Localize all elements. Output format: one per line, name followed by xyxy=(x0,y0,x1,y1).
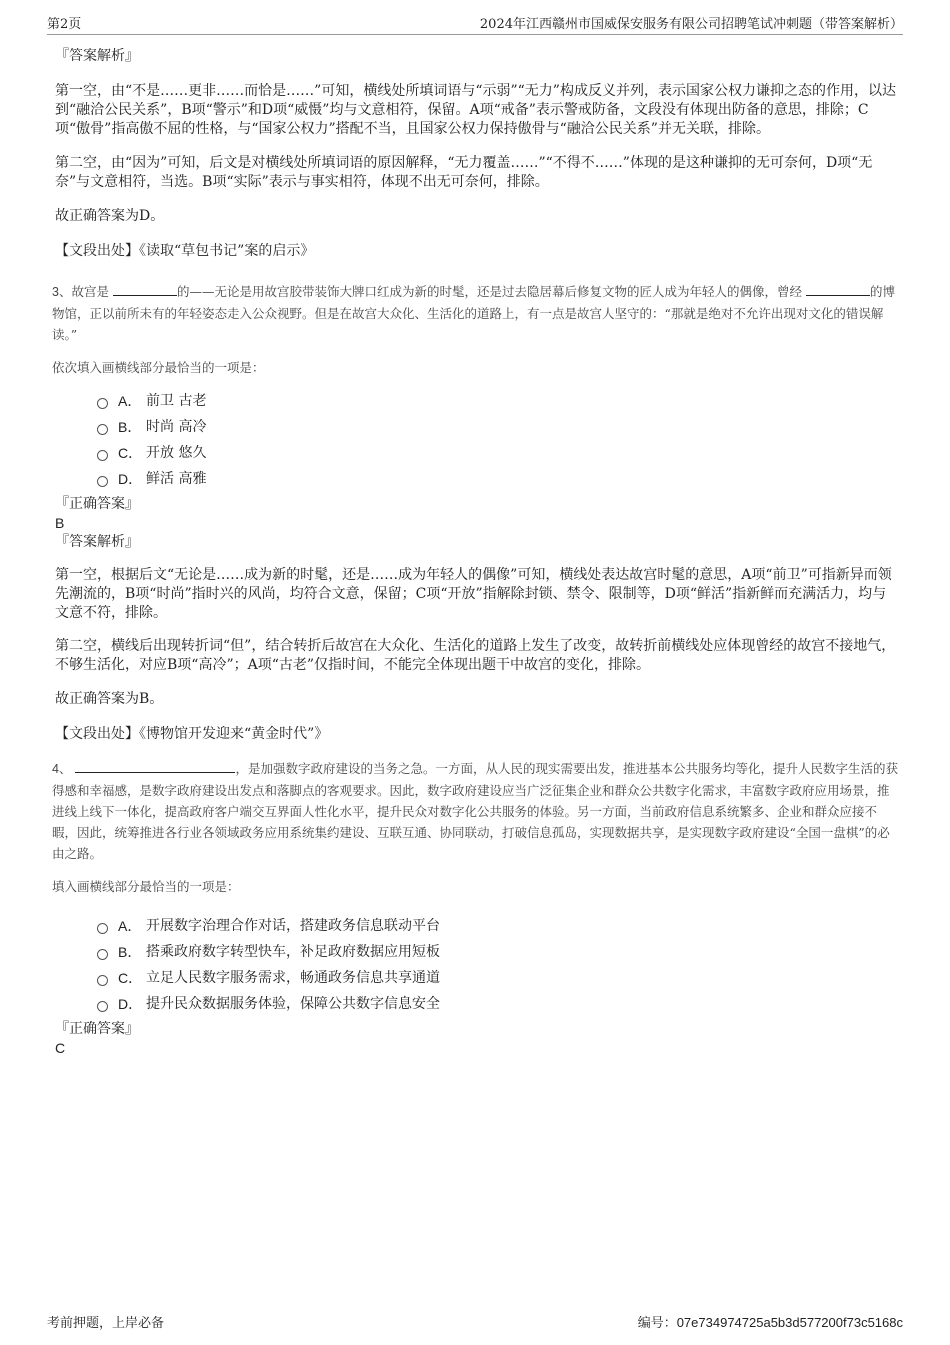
q4-answer: C xyxy=(55,1040,66,1056)
document-title: 2024年江西赣州市国威保安服务有限公司招聘笔试冲刺题（带答案解析） xyxy=(479,17,903,32)
radio-button[interactable] xyxy=(97,450,108,461)
q3-option-a[interactable]: A． 前卫 古老 xyxy=(97,388,898,414)
q3-analysis-para2: 第二空，横线后出现转折词“但”，结合转折后故宫在大众化、生活化的道路上发生了改变，故转折前横线处应体现曾经的故宫不接地气，不够生活化，对应B项“高冷”；A项“古老”仅指时间，不能完全体现出题干中故宫的变化，排除。 xyxy=(55,638,896,673)
q4-option-c[interactable]: C． 立足人民数字服务需求，畅通政务信息共享通道 xyxy=(97,965,898,991)
page-content xyxy=(52,44,898,1057)
q3-option-c[interactable]: C． 开放 悠久 xyxy=(97,440,898,466)
radio-button[interactable] xyxy=(97,975,108,986)
q3-analysis-label: 『答案解析』 xyxy=(55,534,139,550)
radio-button[interactable] xyxy=(97,1001,108,1012)
q3-option-b[interactable]: B． 时尚 高冷 xyxy=(97,414,898,440)
fill-blank-1 xyxy=(113,283,177,296)
q2-analysis-para2: 第二空，由“因为”可知，后文是对横线处所填词语的原因解释，“无力覆盖……”“不得不……”体现的是这种谦抑的无可奈何，D项“无奈”与文意相符，当选。B项“实际”表示与事实相符，体现不出无可奈何，排除。 xyxy=(55,155,873,190)
q4-option-b[interactable]: B． 搭乘政府数字转型快车，补足政府数据应用短板 xyxy=(97,939,898,965)
q4-answer-label: 『正确答案』 xyxy=(55,1021,139,1037)
q3-source: 【文段出处】《博物馆开发迎来“黄金时代”》 xyxy=(55,726,329,742)
q3-answer: B xyxy=(55,515,65,531)
q2-conclusion: 故正确答案为D。 xyxy=(55,208,165,224)
fill-blank-2 xyxy=(806,283,870,296)
page-header xyxy=(47,12,903,35)
q4-options xyxy=(97,913,898,1017)
page-footer xyxy=(47,1312,903,1331)
page-number: 第2页 xyxy=(47,17,82,32)
q2-analysis-label: 『答案解析』 xyxy=(55,48,139,64)
q3-stem: 3、故宫是 的——无论是用故宫胶带装饰大牌口红成为新的时髦，还是过去隐居幕后修复文物的匠人成为年轻人的偶像，曾经 的博物馆，正以前所未有的年轻姿态走入公众视野。但是在故宫大众化、生活化的道路上，有一点是故宫人坚守的：“那就是绝对不允许出现对文化的错误解读。” xyxy=(52,284,895,342)
q2-source: 【文段出处】《读取“草包书记”案的启示》 xyxy=(55,243,315,259)
radio-button[interactable] xyxy=(97,398,108,409)
radio-button[interactable] xyxy=(97,949,108,960)
radio-button[interactable] xyxy=(97,923,108,934)
q3-instruction: 依次填入画横线部分最恰当的一项是： xyxy=(52,360,265,375)
q4-option-d[interactable]: D． 提升民众数据服务体验，保障公共数字信息安全 xyxy=(97,991,898,1017)
footer-slogan: 考前押题，上岸必备 xyxy=(47,1316,165,1331)
q3-options xyxy=(97,388,898,492)
q4-stem: 4、 ，是加强数字政府建设的当务之急。一方面，从人民的现实需要出发，推进基本公共服务均等化，提升人民数字生活的获得感和幸福感，是数字政府建设出发点和落脚点的客观要求。因此，数字政府建设应当广泛征集企业和群众公共数字化需求，丰富数字政府应用场景，推进线上线下一体化，提高政府客户端交互界面人性化水平，提升民众对数字化公共服务的体验。另一方面，当前政府信息系统繁多、企业和群众应接不暇，因此，统筹推进各行业各领域政务应用系统集约建设、互联互通、协同联动，打破信息孤岛，实现数据共享，是实现数字政府建设“全国一盘棋”的必由之路。 xyxy=(52,761,898,861)
q4-instruction: 填入画横线部分最恰当的一项是： xyxy=(52,879,240,894)
q2-analysis-para1: 第一空，由“不是……更非……而恰是……”可知，横线处所填词语与“示弱”“无力”构成反义并列，表示国家公权力谦抑之态的作用，以达到“融洽公民关系”，B项“警示”和D项“威慑”均与文意相符，保留。A项“戒备”表示警戒防备，文段没有体现出防备的意思，排除；C项“傲骨”指高傲不屈的性格，与“国家公权力”搭配不当，且国家公权力保持傲骨与“融洽公民关系”并无关联，排除。 xyxy=(55,83,896,137)
q3-analysis-para1: 第一空，根据后文“无论是……成为新的时髦，还是……成为年轻人的偶像”可知，横线处表达故宫时髦的意思，A项“前卫”可指新异而领先潮流的，B项“时尚”指时兴的风尚，均符合文意，保留；C项“开放”指解除封锁、禁令、限制等，D项“鲜活”指新鲜而充满活力，均与文意不符，排除。 xyxy=(55,567,892,621)
q4-option-a[interactable]: A． 开展数字治理合作对话，搭建政务信息联动平台 xyxy=(97,913,898,939)
fill-blank-3 xyxy=(75,760,235,773)
radio-button[interactable] xyxy=(97,476,108,487)
q3-answer-label: 『正确答案』 xyxy=(55,496,139,512)
q3-option-d[interactable]: D． 鲜活 高雅 xyxy=(97,466,898,492)
q3-conclusion: 故正确答案为B。 xyxy=(55,691,164,707)
radio-button[interactable] xyxy=(97,424,108,435)
document-id: 编号：07e734974725a5b3d577200f73c5168c xyxy=(637,1315,903,1330)
